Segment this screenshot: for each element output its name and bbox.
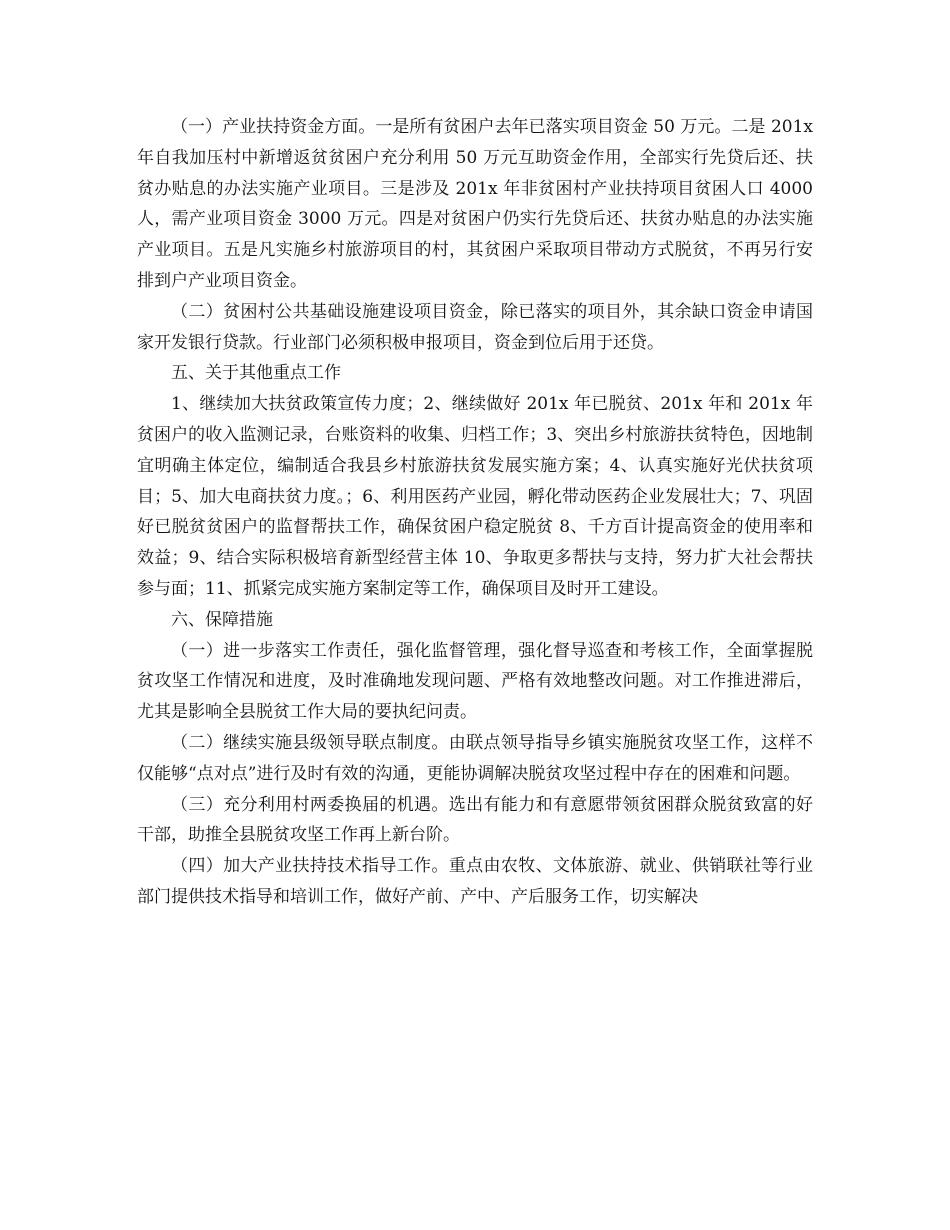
- paragraph-safeguard-leadership-contact: （二）继续实施县级领导联点制度。由联点领导指导乡镇实施脱贫攻坚工作，这样不仅能够“点对点”进行及时有效的沟通，更能协调解决脱贫攻坚过程中存在的困难和问题。: [137, 732, 813, 784]
- paragraph-safeguard-village-election: （三）充分利用村两委换届的机遇。选出有能力和有意愿带领贫困群众脱贫致富的好干部，助推全县脱贫攻坚工作再上新台阶。: [137, 794, 813, 846]
- paragraph-safeguard-responsibility: （一）进一步落实工作责任，强化监督管理，强化督导巡查和考核工作，全面掌握脱贫攻坚工作情况和进度，及时准确地发现问题、严格有效地整改问题。对工作推进滞后，尤其是影响全县脱贫工作大局的要执纪问责。: [137, 640, 813, 723]
- document-body: [137, 112, 813, 913]
- section-heading-safeguards: 六、保障措施: [171, 609, 273, 630]
- paragraph-industry-funds: （一）产业扶持资金方面。一是所有贫困户去年已落实项目资金 50 万元。二是 201x 年自我加压村中新增返贫贫困户充分利用 50 万元互助资金作用，全部实行先贷后还、扶贫办贴息的办法实施产业项目。三是涉及 201x 年非贫困村产业扶持项目贫困人口 4000 人，需产业项目资金 3000 万元。四是对贫困户仍实行先贷后还、扶贫办贴息的办法实施产业项目。五是凡实施乡村旅游项目的村，其贫困户采取项目带动方式脱贫，不再另行安排到户产业项目资金。: [137, 117, 813, 291]
- paragraph-safeguard-technical-guidance: （四）加大产业扶持技术指导工作。重点由农牧、文体旅游、就业、供销联社等行业部门提供技术指导和培训工作，做好产前、产中、产后服务工作，切实解决: [137, 856, 813, 907]
- paragraph-other-key-work-list: 1、继续加大扶贫政策宣传力度；2、继续做好 201x 年已脱贫、201x 年和 201x 年贫困户的收入监测记录，台账资料的收集、归档工作；3、突出乡村旅游扶贫特色，因地制宜明确主体定位，编制适合我县乡村旅游扶贫发展实施方案；4、认真实施好光伏扶贫项目；5、加大电商扶贫力度。；6、利用医药产业园，孵化带动医药企业发展壮大；7、巩固好已脱贫贫困户的监督帮扶工作，确保贫困户稳定脱贫 8、千方百计提高资金的使用率和效益；9、结合实际积极培育新型经营主体 10、争取更多帮扶与支持，努力扩大社会帮扶参与面；11、抓紧完成实施方案制定等工作，确保项目及时开工建设。: [137, 394, 813, 599]
- paragraph-infrastructure-funds: （二）贫困村公共基础设施建设项目资金，除已落实的项目外，其余缺口资金申请国家开发银行贷款。行业部门必须积极申报项目，资金到位后用于还贷。: [137, 301, 813, 353]
- section-heading-other-key-work: 五、关于其他重点工作: [171, 363, 341, 384]
